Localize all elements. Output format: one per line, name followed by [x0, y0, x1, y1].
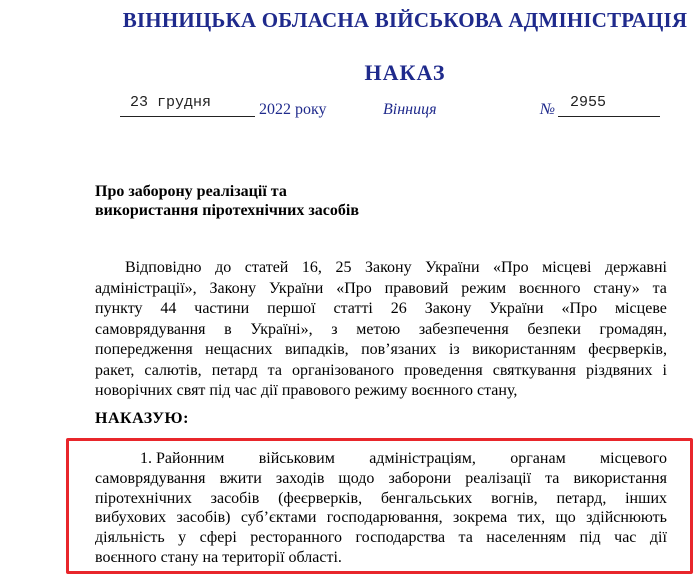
word: до — [215, 259, 232, 276]
preamble-line — [95, 299, 667, 320]
word: Закону — [209, 279, 257, 297]
number-underline — [558, 116, 660, 117]
word: воєнного — [518, 279, 581, 297]
preamble-paragraph — [95, 258, 667, 402]
word: 1. Районним — [140, 450, 225, 467]
word: час — [614, 529, 637, 547]
word: та — [458, 529, 473, 547]
word: Закону — [424, 300, 472, 317]
year-text: 2022 року — [259, 101, 327, 118]
word: населенням — [486, 529, 567, 547]
word: святкування — [492, 361, 577, 379]
word: випадків, — [284, 341, 349, 358]
word: забезпечення — [418, 320, 509, 338]
word: піротехнічних — [95, 489, 192, 507]
city-name: Вінниця — [383, 101, 437, 118]
word: громадян, — [599, 320, 667, 338]
point-line — [95, 489, 667, 509]
word: попередження — [95, 341, 193, 358]
authority-title: ВІННИЦЬКА ОБЛАСНА ВІЙСЬКОВА АДМІНІСТРАЦІЯ — [122, 8, 688, 32]
word: нещасних — [205, 341, 273, 358]
word: ракет, — [95, 361, 135, 379]
word: правовий — [384, 279, 449, 297]
word: 26 — [390, 300, 407, 317]
word: військовим — [258, 450, 335, 467]
word: ресторанного — [250, 529, 343, 547]
point-line — [95, 548, 667, 568]
word: та — [267, 361, 282, 379]
order-heading: НАКАЗУЮ: — [95, 410, 189, 427]
number-sign: № — [540, 101, 556, 118]
word: в — [224, 320, 232, 338]
word: різдвяних — [586, 361, 653, 379]
word: України — [269, 279, 324, 297]
word: безпеки — [527, 320, 581, 338]
word: України — [425, 259, 480, 276]
word: засобів) — [176, 509, 231, 527]
preamble-line — [95, 258, 667, 279]
word: пов’язаних — [361, 341, 437, 358]
word: органам — [510, 450, 566, 467]
word: салютів, — [144, 361, 202, 379]
word: першої — [267, 300, 316, 317]
word: вогнів, — [491, 489, 538, 507]
word: заходів — [275, 469, 325, 487]
word: петард, — [556, 489, 607, 507]
word: та — [545, 469, 560, 487]
word: адміністраціям, — [369, 450, 476, 467]
word: господарства — [355, 529, 446, 547]
point-line — [95, 469, 667, 489]
word: реалізації — [465, 469, 532, 487]
word: петард — [211, 361, 258, 379]
word: бенгальських — [380, 489, 473, 507]
word: тих, — [517, 509, 546, 527]
word: у — [178, 529, 187, 547]
date-number-row — [0, 96, 700, 126]
word: із — [448, 341, 460, 358]
word: сфері — [199, 529, 237, 547]
word: Відповідно — [125, 259, 202, 276]
order-subject — [95, 182, 475, 220]
word: Закону — [364, 259, 412, 276]
subject-line-2: використання піротехнічних засобів — [95, 202, 359, 219]
handwritten-number: 2955 — [570, 94, 607, 111]
word: воєнного стану на території області. — [95, 548, 342, 566]
point-line — [95, 449, 667, 469]
word: суб’єктами — [240, 509, 317, 527]
word: України — [489, 300, 544, 317]
document-type: НАКАЗ — [364, 60, 446, 85]
word: заборони — [388, 469, 452, 487]
word: «Про — [561, 300, 598, 317]
handwritten-date: 23 грудня — [130, 94, 212, 111]
word: вибухових — [95, 509, 167, 527]
word: самоврядування — [95, 469, 206, 487]
preamble-line — [95, 320, 667, 341]
order-point-1 — [95, 449, 667, 568]
word: використанням — [472, 341, 576, 358]
preamble-line — [95, 340, 667, 361]
word: 44 — [160, 300, 177, 317]
word: 25 — [335, 259, 352, 276]
word: дії — [649, 529, 667, 547]
word: місцеве — [614, 300, 667, 317]
word: феєрверків, — [588, 341, 667, 358]
word: що — [555, 509, 576, 527]
word: державні — [605, 259, 667, 276]
word: стану» — [593, 279, 640, 297]
word: проведення — [404, 361, 483, 379]
word: господарювання, — [326, 509, 443, 527]
word: здійснюють — [586, 509, 667, 527]
word: під — [579, 529, 601, 547]
word: Україні», — [250, 320, 313, 338]
word: використання — [573, 469, 667, 487]
word: статті — [333, 300, 373, 317]
word: «Про — [336, 279, 372, 297]
word: самоврядування — [95, 320, 206, 338]
word: місцеві — [542, 259, 592, 276]
preamble-line — [95, 279, 667, 300]
point-line — [95, 528, 667, 548]
word: зокрема — [452, 509, 508, 527]
word: з — [331, 320, 338, 338]
word: (феєрверків, — [278, 489, 363, 507]
date-underline — [120, 116, 255, 117]
word: метою — [356, 320, 401, 338]
word: щодо — [338, 469, 375, 487]
word: інших — [625, 489, 667, 507]
word: діяльність — [95, 529, 165, 547]
word: засобів — [210, 489, 260, 507]
word: і — [662, 361, 667, 379]
word: статей — [244, 259, 289, 276]
word: вжити — [219, 469, 262, 487]
preamble-line — [95, 361, 667, 382]
word: та — [652, 279, 667, 297]
word: «Про — [493, 259, 529, 276]
word: організованого — [291, 361, 395, 379]
word: адміністрації», — [95, 279, 197, 297]
preamble-line — [95, 381, 667, 402]
point-line — [95, 508, 667, 528]
word: новорічних свят під час дії правового режиму воєнного стану, — [95, 382, 518, 399]
subject-line-1: Про заборону реалізації та — [95, 183, 287, 200]
word: пункту — [95, 300, 143, 317]
word: 16, — [301, 259, 322, 276]
word: місцевого — [600, 450, 667, 467]
word: режим — [461, 279, 507, 297]
word: частини — [194, 300, 250, 317]
